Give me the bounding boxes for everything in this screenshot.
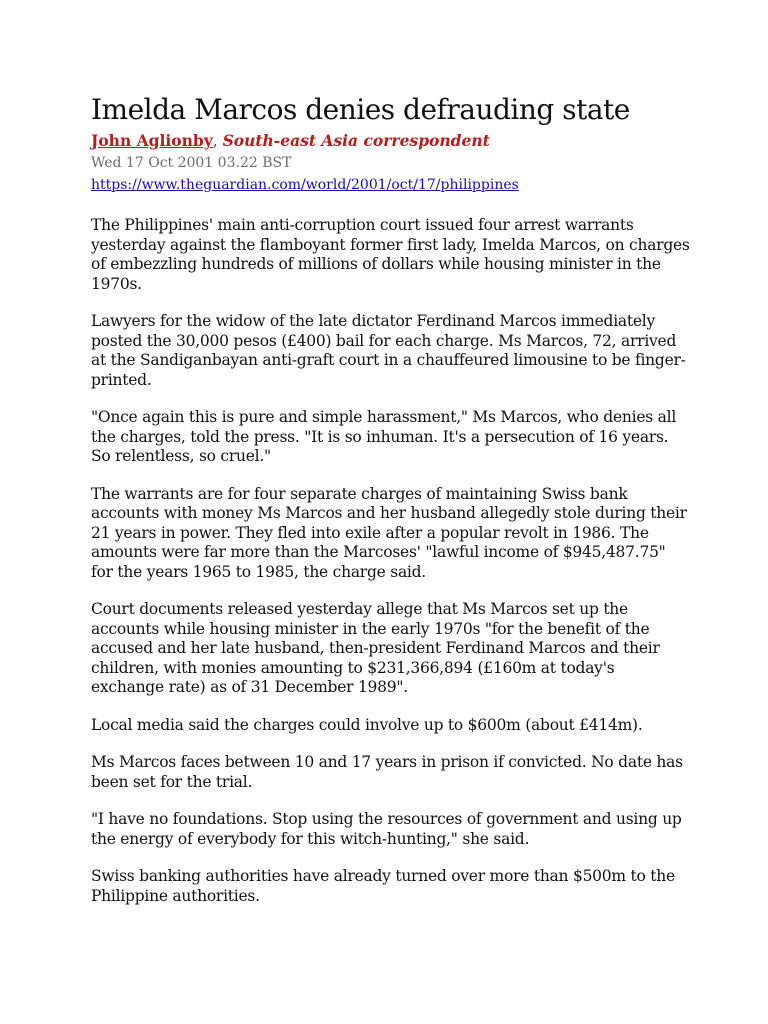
paragraph: Lawyers for the widow of the late dictator Ferdinand Marcos immediately posted the 30,000 pesos (£400) bail for each charge. Ms Marcos, 72, arrived at the Sandiganbayan anti-graft court in a chauffeured limousine to be finger-printed.	[91, 312, 686, 389]
article	[91, 90, 691, 924]
paragraph: Local media said the charges could involve up to $600m (about £414m).	[91, 715, 643, 734]
article-body	[91, 216, 691, 906]
author-link[interactable]: John Aglionby	[91, 131, 213, 150]
dateline: Wed 17 Oct 2001 03.22 BST	[91, 155, 292, 171]
byline-separator: ,	[212, 132, 223, 150]
paragraph: "Once again this is pure and simple harassment," Ms Marcos, who denies all the charges, told the press. "It is so inhuman. It's a persecution of 16 years. So relentless, so cruel."	[91, 408, 677, 465]
paragraph: The Philippines' main anti-corruption court issued four arrest warrants yesterday against the flamboyant former first lady, Imelda Marcos, on charges of embezzling hundreds of millions of dollars while housing minister in the 1970s.	[91, 216, 690, 293]
byline	[91, 130, 691, 152]
author-role: South-east Asia correspondent	[222, 131, 490, 150]
paragraph: Court documents released yesterday allege that Ms Marcos set up the accounts while housing minister in the early 1970s "for the benefit of the accused and her late husband, then-president Ferdinand Marcos and their children, with monies amounting to $231,366,894 (£160m at today's exchange rate) as of 31 December 1989".	[91, 600, 660, 696]
paragraph: "I have no foundations. Stop using the resources of government and using up the energy of everybody for this witch-hunting," she said.	[91, 810, 682, 848]
source-url-link[interactable]: https://www.theguardian.com/world/2001/oct/17/philippines	[91, 177, 519, 193]
paragraph: Swiss banking authorities have already turned over more than $500m to the Philippine authorities.	[91, 867, 675, 905]
paragraph: Ms Marcos faces between 10 and 17 years in prison if convicted. No date has been set for the trial.	[91, 753, 683, 791]
paragraph: The warrants are for four separate charges of maintaining Swiss bank accounts with money Ms Marcos and her husband allegedly stole during their 21 years in power. They fled into exile after a popular revolt in 1986. The amounts were far more than the Marcoses' "lawful income of $945,487.75" for the years 1965 to 1985, the charge said.	[91, 484, 687, 581]
headline: Imelda Marcos denies defrauding state	[91, 93, 630, 126]
